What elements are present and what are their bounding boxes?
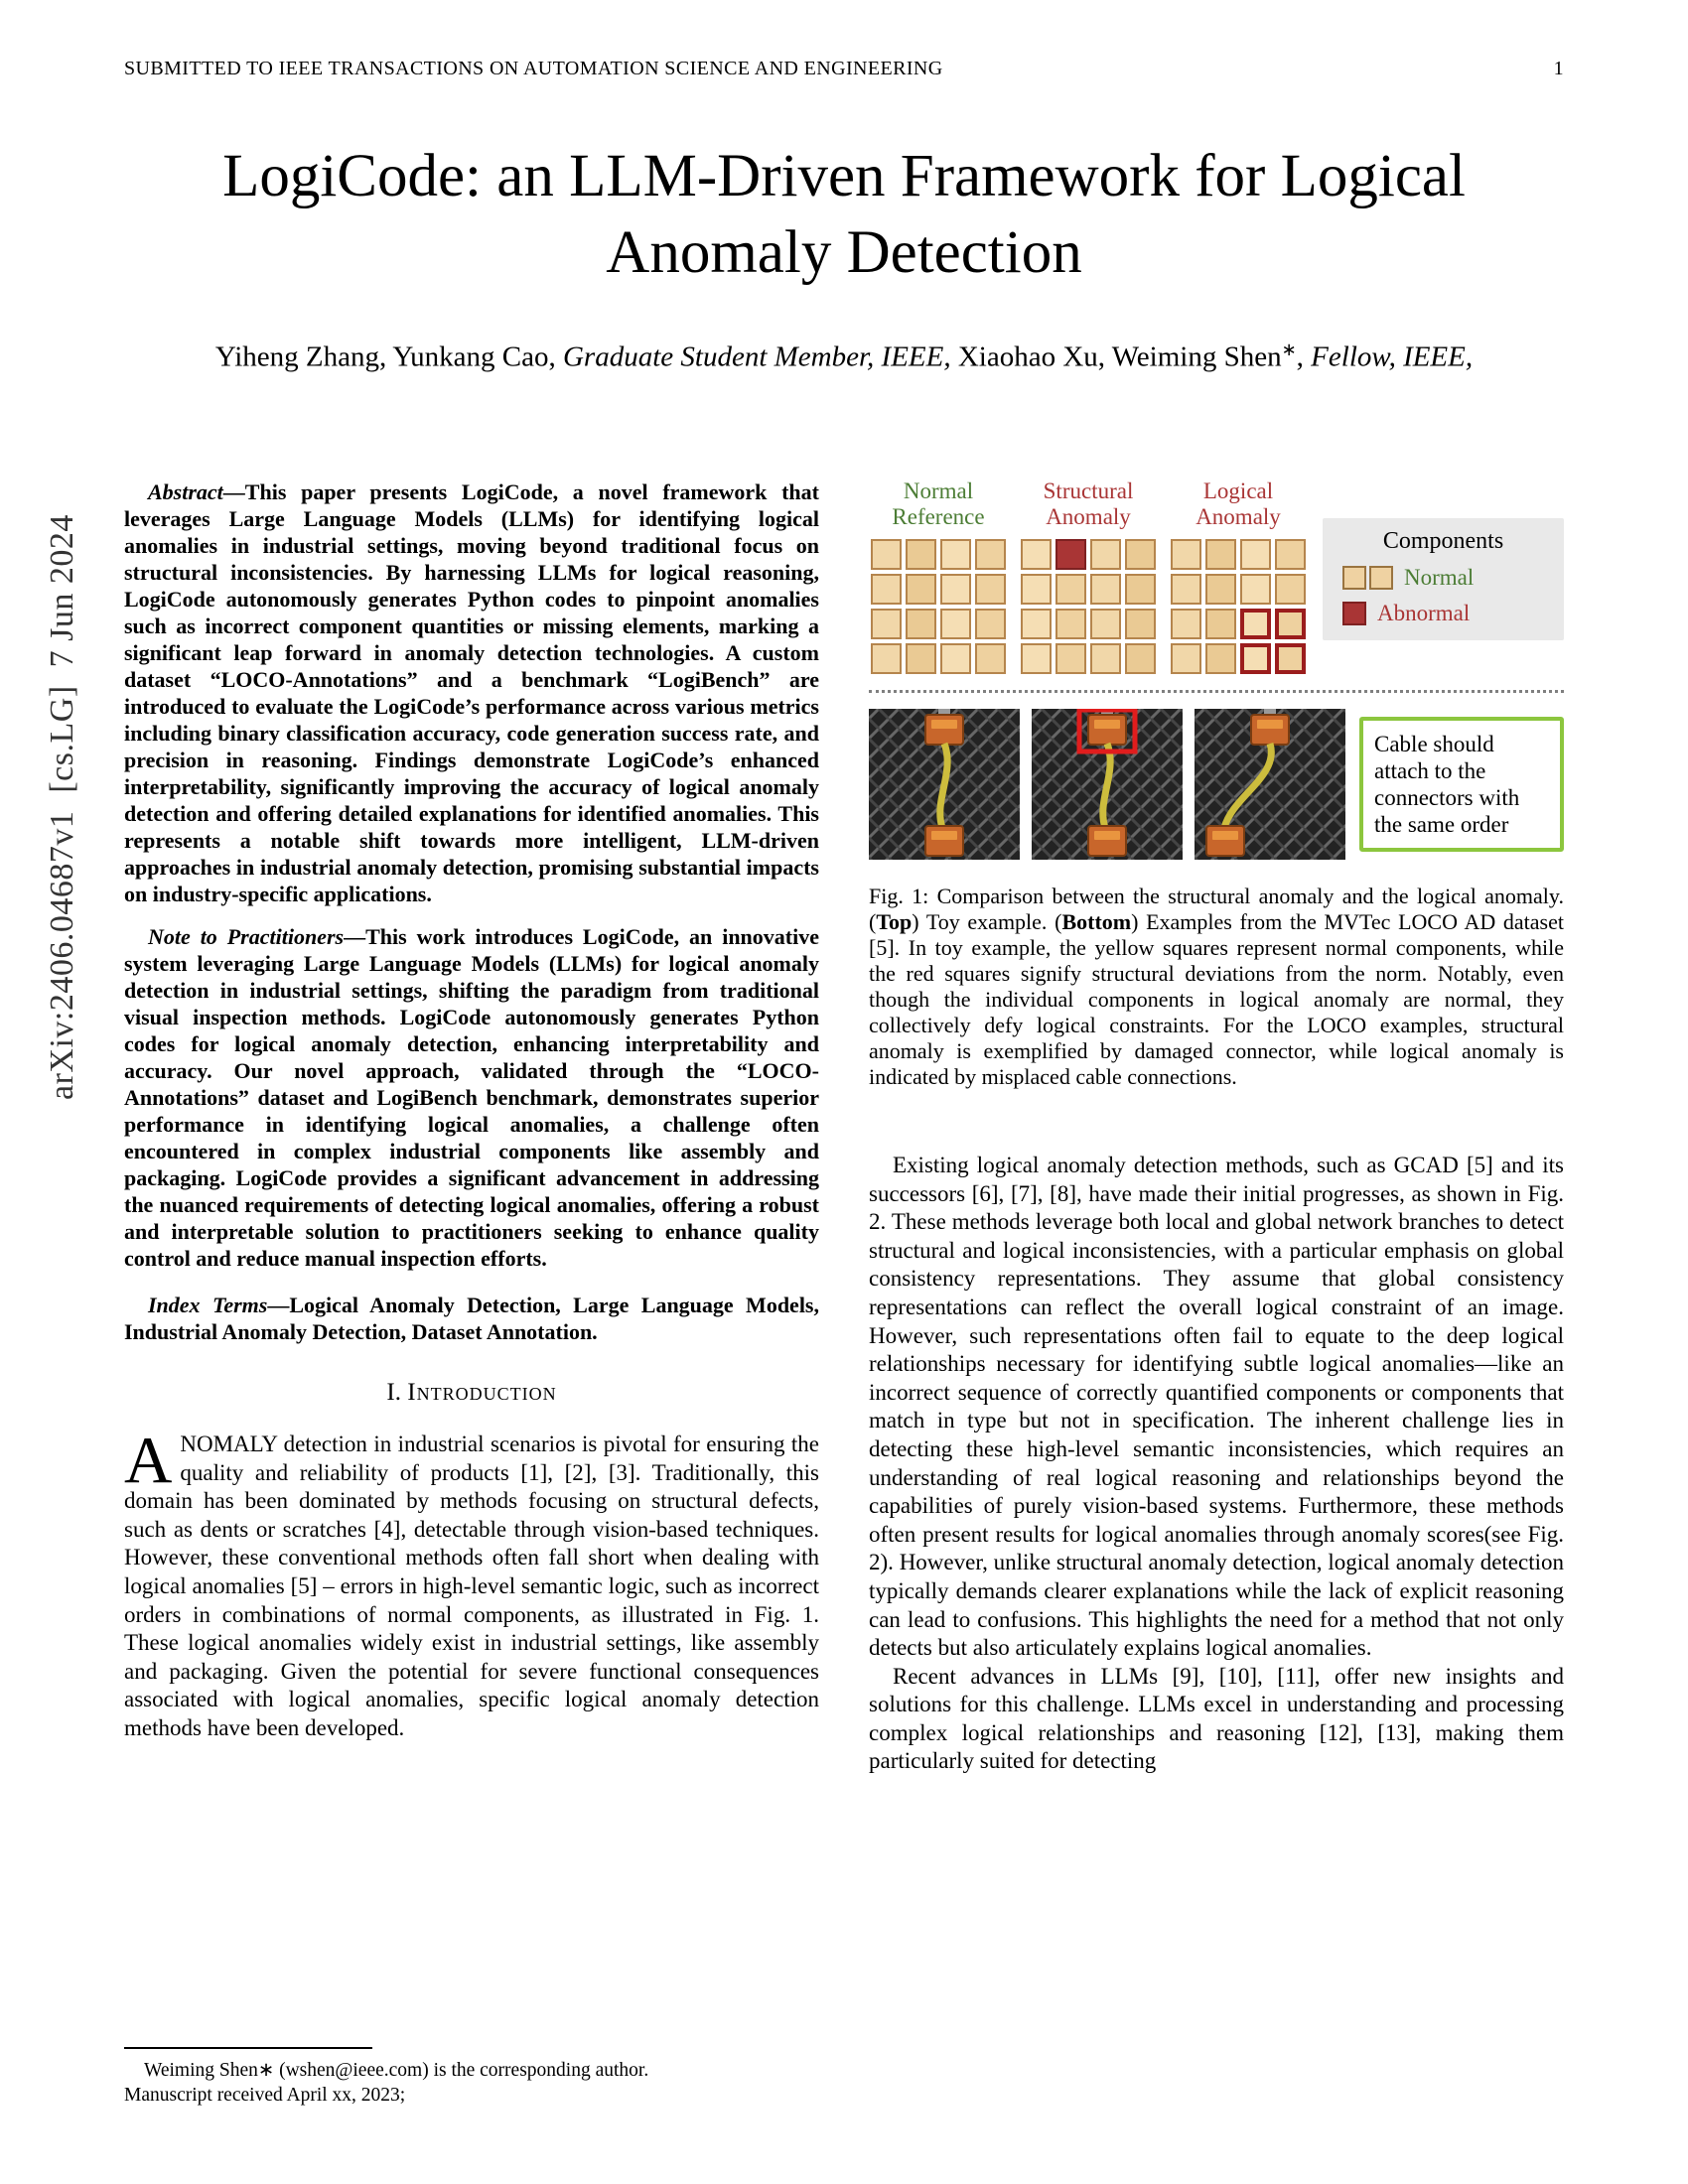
note-to-practitioners-paragraph — [124, 923, 819, 1272]
toy-grid-cell — [1125, 539, 1156, 570]
connector-detail — [1212, 831, 1238, 840]
toy-column-logical-anomaly — [1169, 478, 1308, 674]
toy-grid-cell — [940, 643, 971, 674]
index-terms-label: Index Terms — [148, 1293, 268, 1317]
normal-swatch-icon — [1342, 566, 1366, 590]
toy-grid-cell — [1240, 643, 1271, 674]
dropcap-letter: A — [124, 1424, 173, 1497]
author-separator: , — [1296, 341, 1312, 373]
author-names: Yiheng Zhang, Yunkang Cao, — [214, 341, 563, 373]
toy-grid-cell — [1021, 643, 1052, 674]
author-role: Graduate Student Member, IEEE, — [562, 341, 951, 373]
connector-detail — [931, 831, 957, 840]
right-column — [869, 478, 1564, 1776]
toy-grid-cell — [1275, 574, 1306, 605]
legend-row-abnormal — [1342, 601, 1552, 626]
paragraph-existing-methods: Existing logical anomaly detection methods, such as GCAD [5] and its successors [6], [7], [8], have made their initial progresses, as shown in Fig. 2. These methods leverage both local and global network branches to detect structural and logical inconsistencies, with a particular emphasis on global consistency representations. They assume that global consistency representations can reflect the overall logical constraint of an image. However, such representations often fail to equate to the deep logical relationships necessary for identifying subtle logical anomalies—like an incorrect sequence of correctly quantified components or components that match in type but not in specification. The inherent challenge lies in detecting these high-level semantic inconsistencies, which requires an understanding of real logical reasoning and relationships beyond the capabilities of purely vision-based systems. Furthermore, these methods often present results for logical anomalies through anomaly scores(see Fig. 2). However, unlike structural anomaly detection, logical anomaly detection typically demands clearer explanations while the lack of explicit reasoning can lead to confusions. This highlights the need for a method that not only detects but also articulately explains logical anomalies. — [869, 1153, 1564, 1661]
top-connector — [1251, 715, 1289, 745]
figure-photos — [869, 709, 1564, 860]
footnote-manuscript-received: Manuscript received April xx, 2023; — [124, 2085, 406, 2106]
toy-grid-cell — [1240, 574, 1271, 605]
connector-detail — [931, 720, 957, 729]
cable-annotation-box: Cable should attach to the connectors with the same order — [1359, 717, 1564, 852]
toy-grid-cell — [975, 539, 1006, 570]
toy-grid-cell — [1171, 574, 1201, 605]
caption-text: ) Examples from the MVTec LOCO AD dataset [5]. In toy example, the yellow squares represent normal components, while the red squares signify structural deviations from the norm. Notably, even though the individual components in logical anomaly are normal, they collectively defy logical constraints. For the LOCO examples, structural anomaly is exemplified by damaged connector, while logical anomaly is indicated by misplaced cable connections. — [869, 909, 1564, 1089]
damaged-top-connector — [1088, 715, 1126, 745]
toy-grid-structural-anomaly — [1019, 539, 1158, 674]
paragraph-recent-advances: Recent advances in LLMs [9], [10], [11], offer new insights and solutions for this challenge. LLMs excel in understanding and processing complex logical relationships and reasoning [12], [13], making them particularly suited for detecting — [869, 1663, 1564, 1774]
author-names: Xiaohao Xu, Weiming Shen — [950, 341, 1282, 373]
toy-grid-cell — [906, 609, 936, 639]
toy-column-normal-reference — [869, 478, 1008, 674]
toy-grid-cell — [1171, 609, 1201, 639]
toy-column-structural-anomaly — [1019, 478, 1158, 674]
logical-anomaly-photo — [1195, 709, 1345, 860]
toy-grid-logical-anomaly — [1169, 539, 1308, 674]
footnote-corresponding-author: Weiming Shen∗ (wshen@ieee.com) is the corresponding author. — [144, 2060, 649, 2081]
toy-grid-cell — [1090, 643, 1121, 674]
caption-top-label: Top — [876, 909, 913, 934]
abstract-paragraph — [124, 478, 819, 907]
bottom-connector-misplaced — [1206, 826, 1244, 856]
figure-1 — [869, 478, 1564, 1090]
toy-grid-cell — [906, 643, 936, 674]
normal-cable-photo — [869, 709, 1020, 860]
toy-grid-cell — [1275, 643, 1306, 674]
footnote — [124, 2047, 819, 2108]
toy-grid-cell — [1275, 609, 1306, 639]
toy-grid-cell — [1240, 539, 1271, 570]
toy-grid-cell — [1021, 539, 1052, 570]
running-title: SUBMITTED TO IEEE TRANSACTIONS ON AUTOMATION SCIENCE AND ENGINEERING — [124, 58, 943, 79]
connector-detail — [1094, 831, 1120, 840]
toy-header-logical-anomaly: Logical Anomaly — [1196, 478, 1281, 529]
toy-grid-cell — [1125, 609, 1156, 639]
toy-grid-cell — [1171, 643, 1201, 674]
corresponding-author-asterisk: ∗ — [1281, 340, 1297, 359]
toy-grid-cell — [871, 539, 902, 570]
toy-grid-cell — [1090, 539, 1121, 570]
caption-text: Fig. 1: Comparison between the structural anomaly and the logical anomaly. ( — [869, 884, 1564, 934]
toy-grid-normal-reference — [869, 539, 1008, 674]
page-title: LogiCode: an LLM-Driven Framework for Logical Anomaly Detection — [222, 143, 1466, 286]
connector-detail — [1257, 720, 1283, 729]
legend-label-normal: Normal — [1404, 565, 1475, 590]
toy-header-structural-anomaly: Structural Anomaly — [1043, 478, 1134, 529]
abnormal-swatch-icon — [1342, 602, 1366, 625]
toy-grid-cell — [940, 539, 971, 570]
normal-swatch-icon — [1369, 566, 1393, 590]
toy-grid-cell — [940, 609, 971, 639]
toy-grid-cell — [1055, 609, 1086, 639]
toy-grid-cell — [975, 609, 1006, 639]
toy-grid-cell — [1205, 643, 1236, 674]
toy-grid-cell — [1055, 574, 1086, 605]
index-terms-text: —Logical Anomaly Detection, Large Language Models, Industrial Anomaly Detection, Dataset Annotation. — [124, 1293, 819, 1344]
arxiv-watermark: arXiv:2406.04687v1 [cs.LG] 7 Jun 2024 — [44, 514, 80, 1100]
toy-grid-cell — [1205, 539, 1236, 570]
bottom-connector — [1088, 826, 1126, 856]
abstract-label: Abstract — [148, 479, 223, 504]
connector-detail — [1094, 720, 1120, 729]
toy-grid-cell — [1055, 643, 1086, 674]
running-header — [124, 58, 1564, 80]
figure-dotted-divider — [869, 690, 1564, 693]
note-text: —This work introduces LogiCode, an innovative system leveraging Large Language Models (LLMs) for logical anomaly detection in industrial settings, shifting the paradigm from traditional visual inspection methods. LogiCode autonomously generates Python codes for logical anomaly detection, enhancing interpretability and accuracy. Our novel approach, validated through the “LOCO-Annotations” dataset and LogiBench benchmark, demonstrates superior performance in identifying logical anomalies, a challenge often encountered in complex industrial components like assembly and packaging. LogiCode provides a significant advancement in addressing the nuanced requirements of detecting logical anomalies, offering a robust and interpretable solution to practitioners seeking to enhance quality control and reduce manual inspection efforts. — [124, 924, 819, 1271]
toy-grid-cell — [1240, 609, 1271, 639]
toy-grid-cell — [975, 643, 1006, 674]
toy-grid-cell — [940, 574, 971, 605]
toy-header-normal-reference: Normal Reference — [892, 478, 985, 529]
toy-grid-cell — [1171, 539, 1201, 570]
legend-row-normal — [1342, 565, 1552, 591]
abstract-text: —This paper presents LogiCode, a novel framework that leverages Large Language Models (LLMs) for identifying logical anomalies in industrial settings, moving beyond traditional focus on structural inconsistencies. By harnessing LLMs for logical reasoning, LogiCode autonomously generates Python codes to pinpoint anomalies such as incorrect component quantities or missing elements, marking a significant leap forward in anomaly detection technologies. A custom dataset “LOCO-Annotations” and a benchmark “LogiBench” are introduced to evaluate the LogiCode’s performance across various metrics including binary classification accuracy, code generation success rate, and precision in reasoning. Findings demonstrate LogiCode’s enhanced interpretability, significantly improving the accuracy of logical anomaly detection and offering detailed explanations for identified anomalies. This represents a notable shift towards more intelligent, LLM-driven approaches in industrial anomaly detection, promising substantial impacts on industry-specific applications. — [124, 479, 819, 906]
section-title: Introduction — [407, 1379, 557, 1406]
toy-grid-cell — [975, 574, 1006, 605]
left-column — [124, 478, 819, 1743]
toy-grid-cell — [871, 574, 902, 605]
toy-grid-cell — [906, 574, 936, 605]
top-connector — [925, 715, 963, 745]
toy-grid-cell — [1125, 574, 1156, 605]
toy-grid-cell — [1125, 643, 1156, 674]
toy-grid-cell — [1205, 609, 1236, 639]
toy-grid-cell — [906, 539, 936, 570]
toy-grid-cell — [1275, 539, 1306, 570]
authors-line — [99, 340, 1589, 374]
footnote-rule — [124, 2047, 372, 2049]
page-number: 1 — [1553, 58, 1564, 79]
intro-paragraph — [124, 1424, 819, 1743]
toy-grid-cell — [1021, 609, 1052, 639]
figure-caption — [869, 884, 1564, 1090]
section-heading-introduction — [124, 1379, 819, 1407]
toy-grid-cell — [1055, 539, 1086, 570]
index-terms-paragraph — [124, 1292, 819, 1345]
caption-text: ) Toy example. ( — [912, 909, 1062, 934]
legend-label-abnormal: Abnormal — [1377, 601, 1471, 625]
toy-grid-cell — [871, 609, 902, 639]
structural-anomaly-photo — [1032, 709, 1183, 860]
intro-text: NOMALY detection in industrial scenarios is pivotal for ensuring the quality and reliability of products [1], [2], [3]. Traditionally, this domain has been dominated by methods focusing on structural defects, such as dents or scratches [4], detectable through vision-based techniques. However, these conventional methods often fall short when dealing with logical anomalies [5] – errors in high-level semantic logic, such as incorrect orders in combinations of normal components, as illustrated in Fig. 1. These logical anomalies widely exist in industrial settings, like assembly and packaging. Given the potential for severe functional consequences associated with logical anomalies, specific logical anomaly detection methods have been developed. — [124, 1432, 819, 1740]
figure-toy-example — [869, 478, 1564, 674]
caption-bottom-label: Bottom — [1061, 909, 1132, 934]
toy-grid-cell — [1021, 574, 1052, 605]
figure-legend — [1323, 518, 1564, 640]
legend-title: Components — [1382, 528, 1504, 554]
toy-grid-cell — [1090, 609, 1121, 639]
note-label: Note to Practitioners — [148, 924, 345, 949]
author-role: Fellow, IEEE, — [1311, 341, 1474, 373]
bottom-connector — [925, 826, 963, 856]
section-number: I. — [386, 1379, 401, 1406]
toy-grid-cell — [1205, 574, 1236, 605]
toy-grid-cell — [1090, 574, 1121, 605]
toy-grid-cell — [871, 643, 902, 674]
